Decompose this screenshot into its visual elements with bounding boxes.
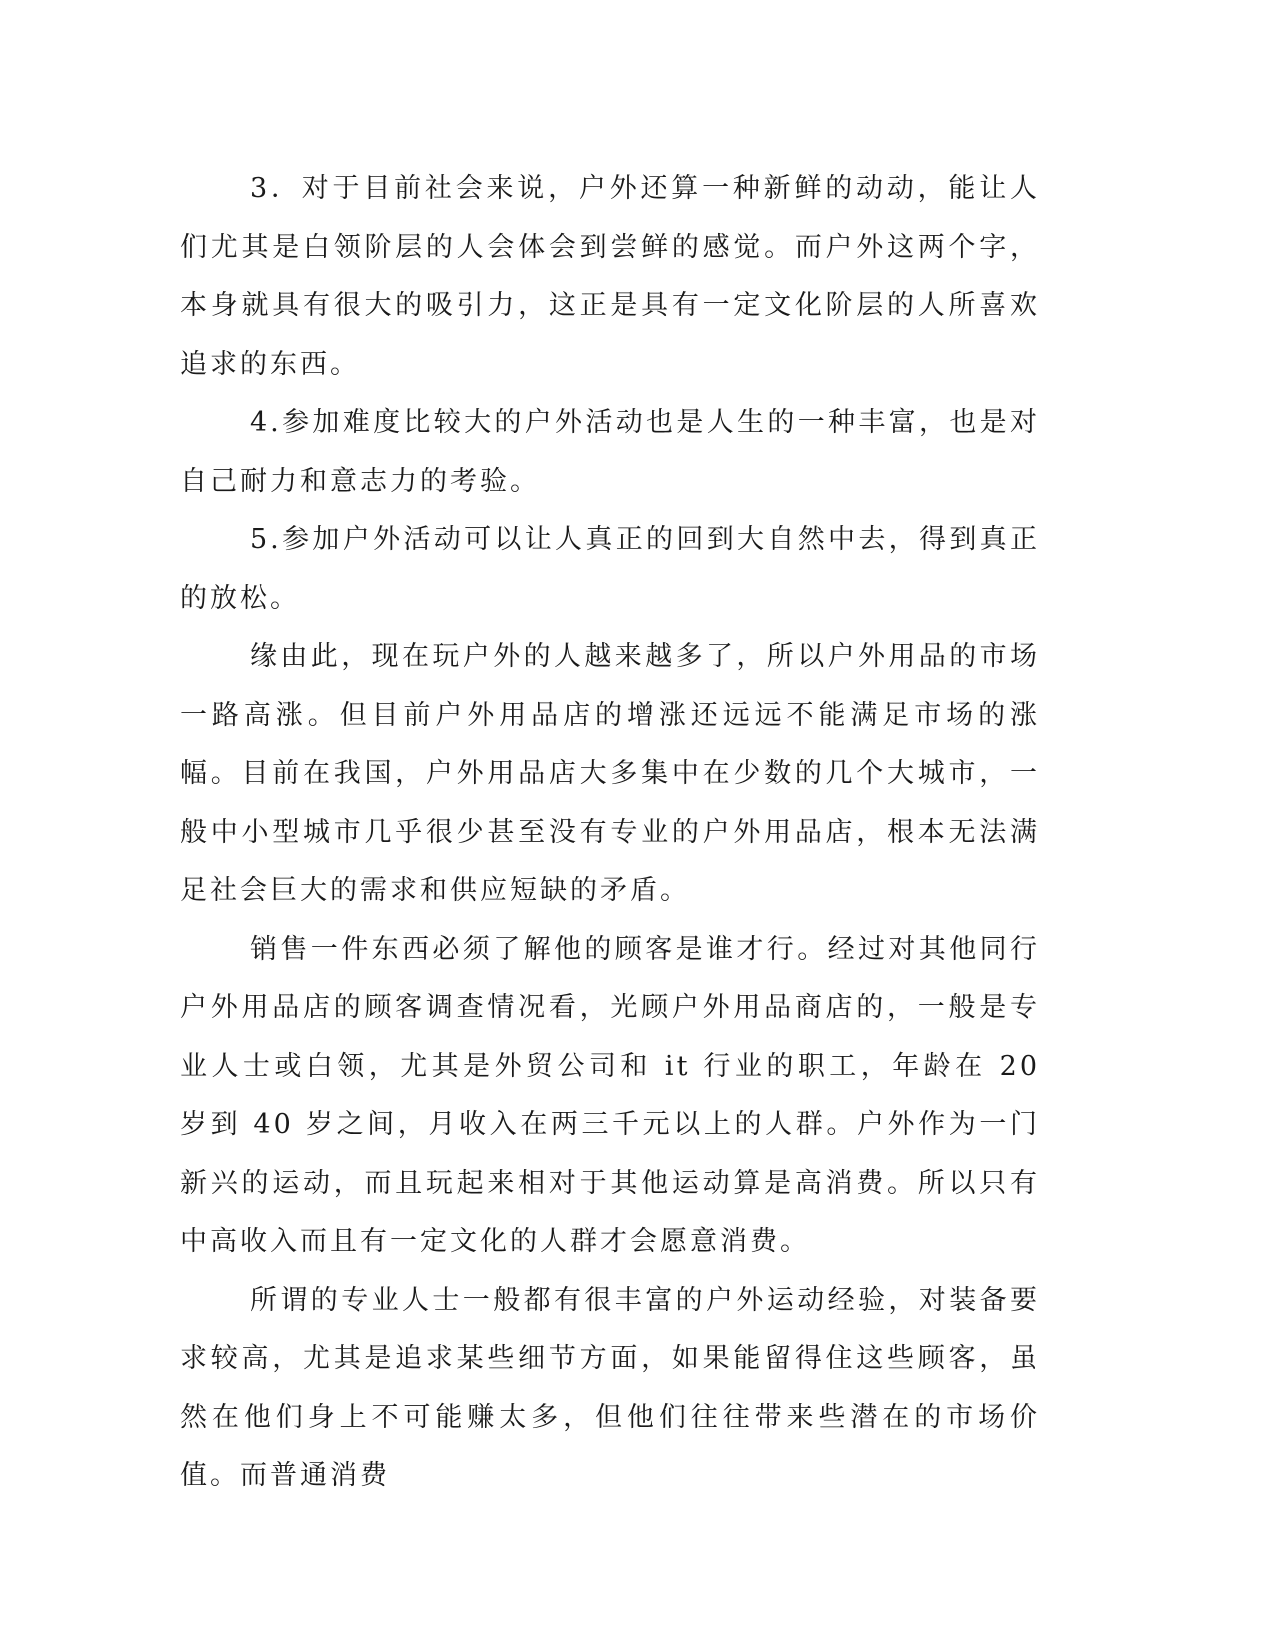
paragraph-item-3: 3．对于目前社会来说，户外还算一种新鲜的动动，能让人们尤其是白领阶层的人会体会到尝鲜的感觉。而户外这两个字，本身就具有很大的吸引力，这正是具有一定文化阶层的人所喜欢追求的东西。 [180, 173, 1040, 380]
paragraph-item-5: 5.参加户外活动可以让人真正的回到大自然中去，得到真正的放松。 [180, 524, 1040, 614]
paragraph-market-growth: 缘由此，现在玩户外的人越来越多了，所以户外用品的市场一路高涨。但目前户外用品店的增涨还远远不能满足市场的涨幅。目前在我国，户外用品店大多集中在少数的几个大城市，一般中小型城市几乎很少甚至没有专业的户外用品店，根本无法满足社会巨大的需求和供应短缺的矛盾。 [180, 641, 1040, 906]
document-body [180, 160, 1040, 1506]
paragraph-item-4: 4.参加难度比较大的户外活动也是人生的一种丰富，也是对自己耐力和意志力的考验。 [180, 407, 1040, 497]
paragraph-customer-analysis: 销售一件东西必须了解他的顾客是谁才行。经过对其他同行户外用品店的顾客调查情况看，光顾户外用品商店的，一般是专业人士或白领，尤其是外贸公司和 it 行业的职工，年龄在 20 岁到 40 岁之间，月收入在两三千元以上的人群。户外作为一门新兴的运动，而且玩起来相对于其他运动算是高消费。所以只有中高收入而且有一定文化的人群才会愿意消费。 [180, 933, 1040, 1257]
paragraph-professional-customers: 所谓的专业人士一般都有很丰富的户外运动经验，对装备要求较高，尤其是追求某些细节方面，如果能留得住这些顾客，虽然在他们身上不可能赚太多，但他们往往带来些潜在的市场价值。而普通消费 [180, 1284, 1040, 1491]
